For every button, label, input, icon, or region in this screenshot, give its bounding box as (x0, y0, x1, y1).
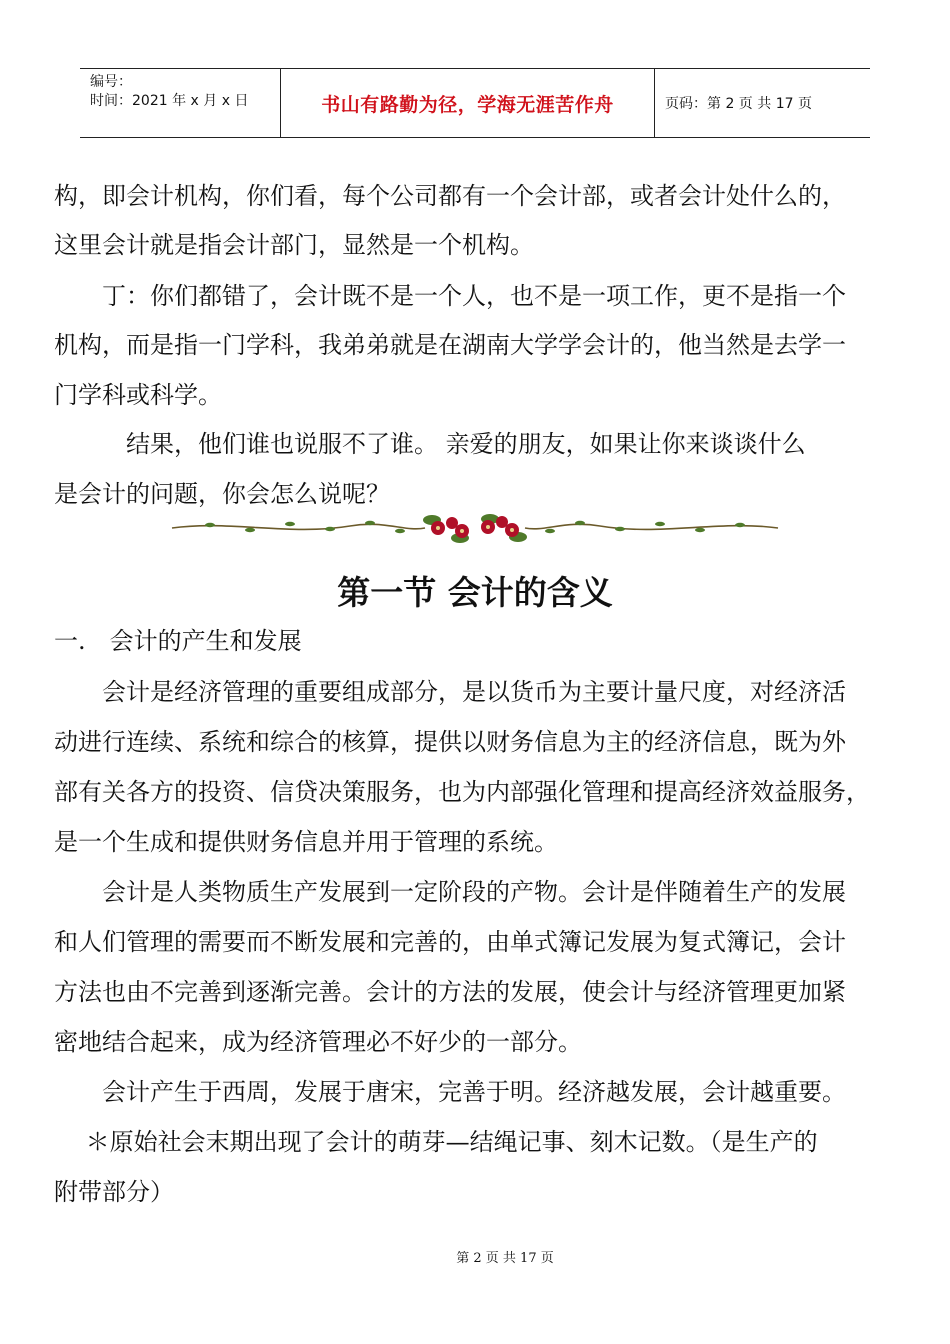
paragraph-line: 方法也由不完善到逐渐完善。会计的方法的发展，使会计与经济管理更加紧 (54, 978, 846, 1006)
paragraph-line: 动进行连续、系统和综合的核算，提供以财务信息为主的经济信息，既为外 (54, 728, 846, 756)
header-number-label: 编号： (90, 74, 132, 90)
page-footer: 第 2 页 共 17 页 (456, 1251, 554, 1266)
paragraph-line: 密地结合起来，成为经济管理必不好少的一部分。 (54, 1028, 582, 1056)
document-header (80, 68, 870, 138)
paragraph-line: 这里会计就是指会计部门，显然是一个机构。 (54, 231, 534, 259)
paragraph-line: 附带部分） (54, 1178, 174, 1206)
paragraph-line: 会计是经济管理的重要组成部分，是以货币为主要计量尺度，对经济活 (54, 678, 846, 706)
paragraph-line: 会计产生于西周，发展于唐宋，完善于明。经济越发展，会计越重要。 (54, 1078, 846, 1106)
paragraph-line: 门学科或科学。 (54, 381, 222, 409)
paragraph-line: 丁：你们都错了，会计既不是一个人，也不是一项工作，更不是指一个 (54, 282, 846, 310)
header-meta (80, 69, 280, 137)
paragraph-line: 和人们管理的需要而不断发展和完善的，由单式簿记发展为复式簿记，会计 (54, 928, 846, 956)
paragraph-line: 是会计的问题，你会怎么说呢？ (54, 480, 390, 508)
section-title: 第一节 会计的含义 (337, 573, 613, 612)
paragraph-line: ＊原始社会末期出现了会计的萌芽—结绳记事、刻木记数。（是生产的 (54, 1128, 818, 1156)
header-page-info: 页码：第 2 页 共 17 页 (665, 96, 812, 112)
paragraph-line: 结果，他们谁也说服不了谁。 亲爱的朋友，如果让你来谈谈什么 (54, 430, 806, 458)
paragraph-line: 会计是人类物质生产发展到一定阶段的产物。会计是伴随着生产的发展 (54, 878, 846, 906)
header-motto: 书山有路勤为径，学海无涯苦作舟 (280, 69, 655, 137)
paragraph-line: 构，即会计机构，你们看，每个公司都有一个会计部，或者会计处什么的， (54, 182, 846, 210)
paragraph-line: 机构，而是指一门学科，我弟弟就是在湖南大学学会计的，他当然是去学一 (54, 331, 846, 359)
paragraph-line: 是一个生成和提供财务信息并用于管理的系统。 (54, 828, 558, 856)
floral-divider-ornament (170, 510, 780, 546)
header-time-label: 时间：2021 年 x 月 x 日 (90, 93, 249, 109)
subsection-heading: 一. 会计的产生和发展 (54, 627, 302, 655)
paragraph-line: 部有关各方的投资、信贷决策服务，也为内部强化管理和提高经济效益服务， (54, 778, 870, 806)
